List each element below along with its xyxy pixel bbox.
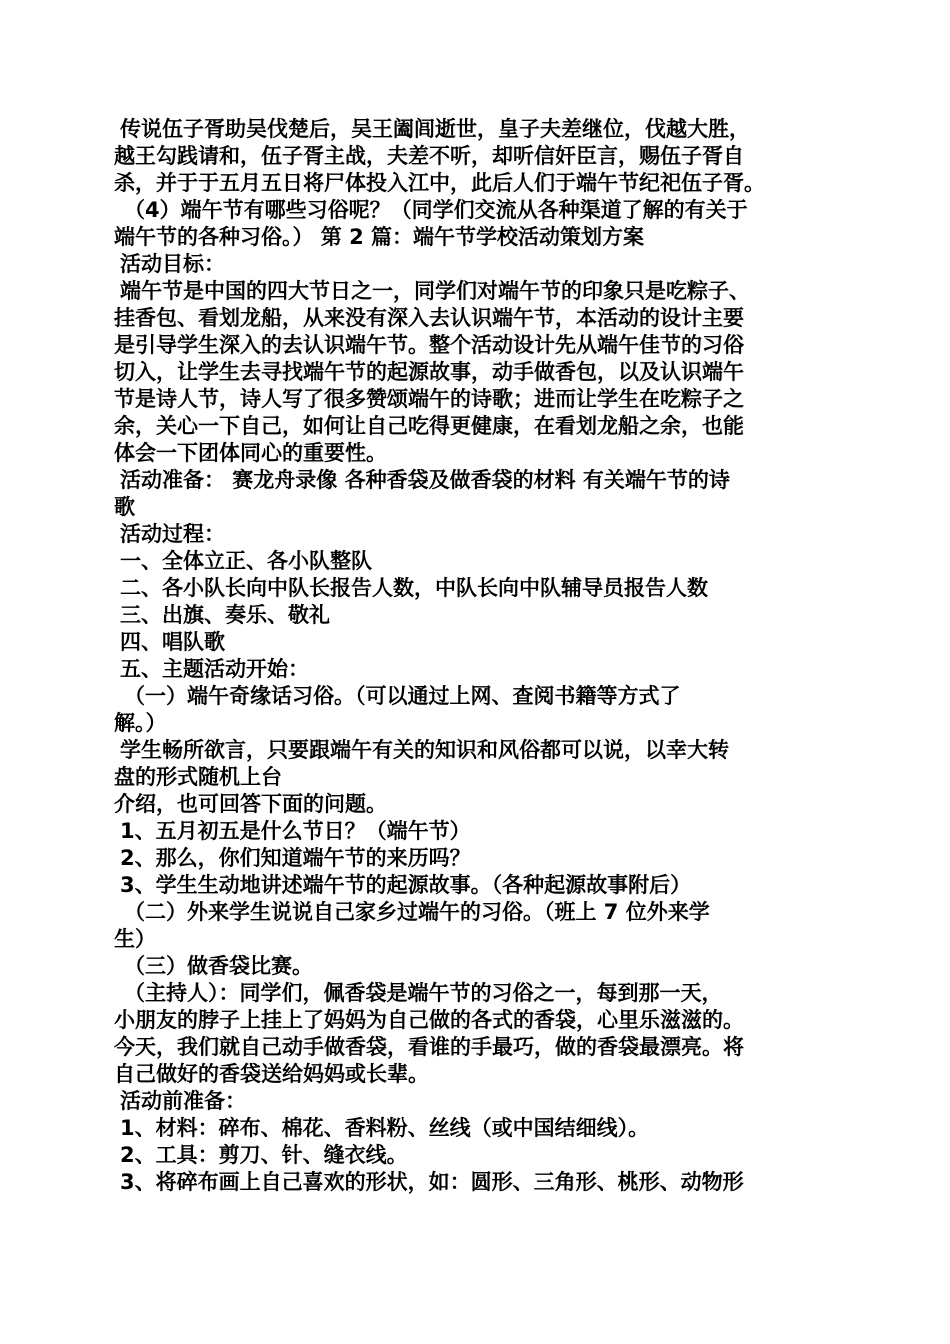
text-line: 二、各小队长向中队长报告人数，中队长向中队辅导员报告人数 xyxy=(120,576,708,600)
text-line: 切入，让学生去寻找端午节的起源故事，动手做香包，以及认识端午 xyxy=(114,360,744,384)
text-line: 端午节是中国的四大节日之一，同学们对端午节的印象只是吃粽子、 xyxy=(120,279,750,303)
text-line: （一）端午奇缘话习俗。（可以通过上网、查阅书籍等方式了 xyxy=(124,684,681,708)
text-line: 越王勾践请和，伍子胥主战，夫差不听，却听信奸臣言，赐伍子胥自 xyxy=(114,144,744,168)
text-line: （三）做香袋比赛。 xyxy=(124,954,313,978)
text-line: 余，关心一下自己，如何让自己吃得更健康，在看划龙船之余，也能 xyxy=(114,414,744,438)
text-line: （4）端午节有哪些习俗呢？（同学们交流从各种渠道了解的有关于 xyxy=(124,198,748,222)
text-line: 今天，我们就自己动手做香袋，看谁的手最巧，做的香袋最漂亮。将 xyxy=(114,1035,744,1059)
text-line: 节是诗人节，诗人写了很多赞颂端午的诗歌；进而让学生在吃粽子之 xyxy=(114,387,744,411)
text-line: 生） xyxy=(114,927,156,951)
text-line: 端午节的各种习俗。） 第 2 篇：端午节学校活动策划方案 xyxy=(114,225,645,249)
text-line: 小朋友的脖子上挂上了妈妈为自己做的各式的香袋，心里乐滋滋的。 xyxy=(114,1008,744,1032)
text-line: 是引导学生深入的去认识端午节。整个活动设计先从端午佳节的习俗 xyxy=(114,333,744,357)
text-line: 一、全体立正、各小队整队 xyxy=(120,549,372,573)
text-line: （二）外来学生说说自己家乡过端午的习俗。（班上 7 位外来学 xyxy=(124,900,710,924)
text-line: 3、将碎布画上自己喜欢的形状，如：圆形、三角形、桃形、动物形 xyxy=(120,1170,744,1194)
text-line: 自己做好的香袋送给妈妈或长辈。 xyxy=(114,1062,429,1086)
text-line: 活动过程： xyxy=(120,522,225,546)
text-line: 1、材料：碎布、棉花、香料粉、丝线（或中国结细线）。 xyxy=(120,1116,650,1140)
text-line: 五、主题活动开始： xyxy=(120,657,309,681)
text-line: 四、唱队歌 xyxy=(120,630,225,654)
text-line: 盘的形式随机上台 xyxy=(114,765,282,789)
text-line: 活动前准备： xyxy=(120,1089,246,1113)
text-line: 挂香包、看划龙船，从来没有深入去认识端午节，本活动的设计主要 xyxy=(114,306,744,330)
text-line: 三、出旗、奏乐、敬礼 xyxy=(120,603,330,627)
text-line: 学生畅所欲言，只要跟端午有关的知识和风俗都可以说，以幸大转 xyxy=(120,738,729,762)
document-body xyxy=(114,116,844,1196)
text-line: 介绍，也可回答下面的问题。 xyxy=(114,792,387,816)
text-line: 2、工具：剪刀、针、缝衣线。 xyxy=(120,1143,408,1167)
text-line: 传说伍子胥助吴伐楚后，吴王阖闾逝世，皇子夫差继位，伐越大胜， xyxy=(120,117,750,141)
text-line: 歌 xyxy=(114,495,135,519)
text-line: 解。） xyxy=(114,711,167,735)
text-line: 2、那么，你们知道端午节的来历吗？ xyxy=(120,846,471,870)
text-line: 1、五月初五是什么节日？（端午节） xyxy=(120,819,471,843)
text-line: 活动目标： xyxy=(120,252,225,276)
text-line: （主持人）：同学们，佩香袋是端午节的习俗之一，每到那一天， xyxy=(124,981,723,1005)
text-line: 活动准备： 赛龙舟录像 各种香袋及做香袋的材料 有关端午节的诗 xyxy=(120,468,730,492)
text-line: 杀，并于于五月五日将尸体投入江中，此后人们于端午节纪祀伍子胥。 xyxy=(114,171,765,195)
text-line: 3、学生生动地讲述端午节的起源故事。（各种起源故事附后） xyxy=(120,873,692,897)
text-line: 体会一下团体同心的重要性。 xyxy=(114,441,387,465)
